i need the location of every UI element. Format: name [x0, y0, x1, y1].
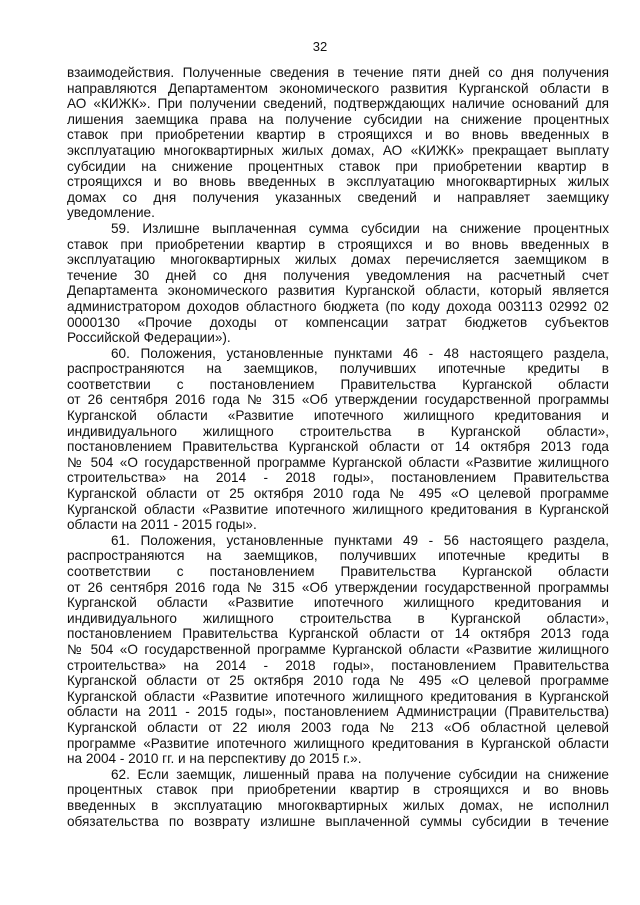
text-line: эксплуатацию многоквартирных жилых домах перечисляется заемщиком в	[67, 252, 609, 268]
text-line: администратором доходов областного бюджета (по коду дохода 003113 02992 02	[67, 298, 609, 314]
text-line: обязательства по возврату излишне выплаченной суммы субсидии в течение	[67, 813, 609, 829]
text-line: взаимодействия. Полученные сведения в течение пяти дней со дня получения	[67, 65, 609, 80]
text-line: Курганской области «Развитие ипотечного жилищного кредитования в Курганской	[67, 688, 609, 704]
text-line: течение 30 дней со дня получения уведомления на расчетный счет	[67, 267, 609, 283]
text-line: домах со дня получения указанных сведений и направляет заемщику	[67, 189, 609, 205]
text-line: постановлением Правительства Курганской области от 14 октября 2013 года	[67, 439, 609, 455]
text-line: индивидуального жилищного строительства в Курганской области»,	[67, 423, 609, 439]
text-line: ставок при приобретении квартир в строящихся и во вновь введенных в	[67, 236, 609, 252]
text-line: ставок при приобретении квартир в строящихся и во вновь введенных в	[67, 127, 609, 143]
text-line: 60. Положения, установленные пунктами 46 - 48 настоящего раздела,	[111, 345, 609, 361]
document-text	[67, 65, 609, 829]
text-line: 61. Положения, установленные пунктами 49 - 56 настоящего раздела,	[111, 532, 609, 548]
text-line: от 26 сентября 2016 года № 315 «Об утверждении государственной программы	[67, 392, 609, 408]
text-line: Департамента экономического развития Курганской области, который является	[67, 283, 609, 299]
text-line: области на 2011 - 2015 годы».	[67, 517, 257, 533]
text-line: уведомление.	[67, 205, 155, 221]
text-line: индивидуального жилищного строительства в Курганской области»,	[67, 610, 609, 626]
text-line: субсидии на снижение процентных ставок при приобретении квартир в	[67, 158, 609, 174]
text-line: на 2004 - 2010 гг. и на перспективу до 2015 г.».	[67, 751, 362, 767]
text-line: направляются Департаментом экономического развития Курганской области в	[67, 80, 609, 96]
text-line: Курганской области «Развитие ипотечного жилищного кредитования и	[67, 595, 609, 611]
text-line: № 504 «О государственной программе Курганской области «Развитие жилищного	[67, 641, 609, 657]
text-line: строящихся и во вновь введенных в эксплуатацию многоквартирных жилых	[67, 174, 609, 190]
text-line: Российской Федерации»).	[67, 330, 231, 346]
text-line: № 504 «О государственной программе Курганской области «Развитие жилищного	[67, 454, 609, 470]
text-line: Курганской области от 22 июля 2003 года № 213 «Об областной целевой	[67, 719, 609, 735]
text-line: Курганской области «Развитие ипотечного жилищного кредитования и	[67, 408, 609, 424]
text-line: эксплуатацию многоквартирных жилых домах, АО «КИЖК» прекращает выплату	[67, 142, 609, 158]
text-line: АО «КИЖК». При получении сведений, подтверждающих наличие оснований для	[67, 96, 609, 112]
text-line: соответствии с постановлением Правительства Курганской области	[67, 376, 609, 392]
text-line: процентных ставок при приобретении квартир в строящихся и во вновь	[67, 782, 609, 798]
text-line: 0000130 «Прочие доходы от компенсации затрат бюджетов субъектов	[67, 314, 609, 330]
text-line: от 26 сентября 2016 года № 315 «Об утверждении государственной программы	[67, 579, 609, 595]
text-line: Курганской области от 25 октября 2010 года № 495 «О целевой программе	[67, 673, 609, 689]
text-line: постановлением Правительства Курганской области от 14 октября 2013 года	[67, 626, 609, 642]
text-line: строительства» на 2014 - 2018 годы», постановлением Правительства	[67, 657, 609, 673]
text-line: соответствии с постановлением Правительства Курганской области	[67, 564, 609, 579]
text-line: программе «Развитие ипотечного жилищного кредитования в Курганской области	[67, 735, 609, 751]
text-line: Курганской области «Развитие ипотечного жилищного кредитования в Курганской	[67, 501, 609, 517]
page-number: 32	[312, 39, 328, 54]
text-line: 62. Если заемщик, лишенный права на получение субсидии на снижение	[111, 766, 609, 782]
text-line: распространяются на заемщиков, получивших ипотечные кредиты в	[67, 361, 609, 377]
text-line: 59. Излишне выплаченная сумма субсидии на снижение процентных	[111, 220, 609, 236]
text-line: распространяются на заемщиков, получивших ипотечные кредиты в	[67, 548, 609, 564]
text-line: Курганской области от 25 октября 2010 года № 495 «О целевой программе	[67, 486, 609, 502]
text-line: введенных в эксплуатацию многоквартирных жилых домах, не исполнил	[67, 797, 609, 813]
text-line: лишения заемщика права на получение субсидии на снижение процентных	[67, 111, 609, 127]
text-line: строительства» на 2014 - 2018 годы», постановлением Правительства	[67, 470, 609, 486]
text-line: области на 2011 - 2015 годы», постановлением Администрации (Правительства)	[67, 704, 609, 720]
